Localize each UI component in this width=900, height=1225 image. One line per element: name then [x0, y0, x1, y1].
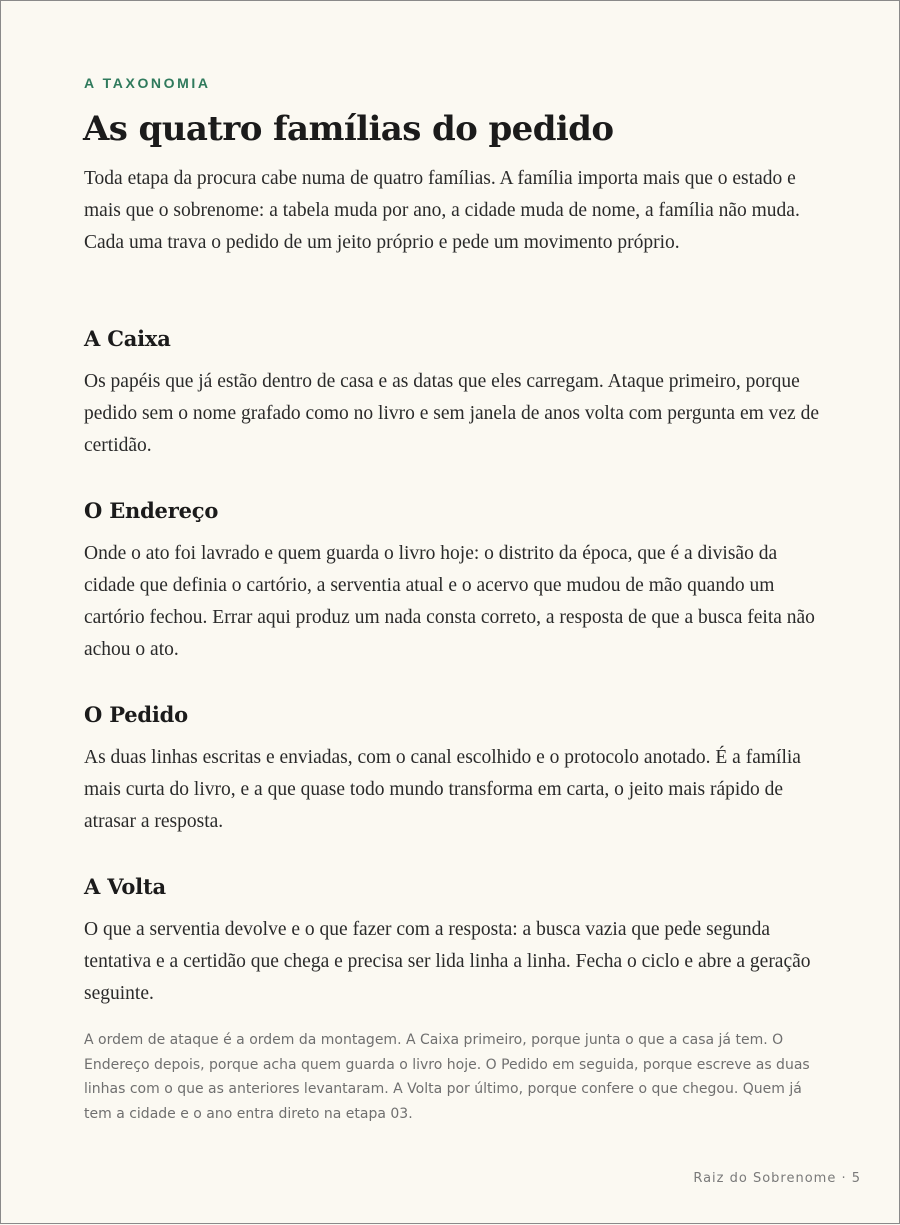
section-body: Onde o ato foi lavrado e quem guarda o livro hoje: o distrito da época, que é a divisão da cidade que definia o cartório, a serventia atual e o acervo que mudou de mão quando um cartório fechou. Errar aqui produz um nada consta correto, a resposta de que a busca feita não achou o ato.	[84, 543, 815, 660]
section-eyebrow: A TAXONOMIA	[84, 75, 211, 91]
section-heading: O Endereço	[84, 498, 219, 523]
section-caixa	[84, 324, 824, 462]
document-page	[1, 1, 900, 1225]
section-body: O que a serventia devolve e o que fazer com a resposta: a busca vazia que pede segunda tentativa e a certidão que chega e precisa ser lida linha a linha. Fecha o ciclo e abre a geração seguinte.	[84, 919, 811, 1004]
lead-paragraph: Toda etapa da procura cabe numa de quatro famílias. A família importa mais que o estado e mais que o sobrenome: a tabela muda por ano, a cidade muda de nome, a família não muda. Cada uma trava o pedido de um jeito próprio e pede um movimento próprio.	[84, 168, 800, 253]
section-body: As duas linhas escritas e enviadas, com o canal escolhido e o protocolo anotado. É a família mais curta do livro, e a que quase todo mundo transforma em carta, o jeito mais rápido de atrasar a resposta.	[84, 747, 801, 832]
page-title: As quatro famílias do pedido	[83, 109, 614, 149]
section-heading: O Pedido	[84, 702, 188, 727]
section-pedido	[84, 700, 824, 838]
section-body: Os papéis que já estão dentro de casa e as datas que eles carregam. Ataque primeiro, porque pedido sem o nome grafado como no livro e sem janela de anos volta com pergunta em vez de certidão.	[84, 371, 819, 456]
closing-note: A ordem de ataque é a ordem da montagem. A Caixa primeiro, porque junta o que a casa já tem. O Endereço depois, porque acha quem guarda o livro hoje. O Pedido em seguida, porque escreve as duas linhas com o que as anteriores levantaram. A Volta por último, porque confere o que chegou. Quem já tem a cidade e o ano entra direto na etapa 03.	[84, 1032, 810, 1122]
section-volta	[84, 872, 824, 1010]
section-heading: A Caixa	[84, 326, 171, 351]
page-footer: Raiz do Sobrenome · 5	[693, 1171, 861, 1186]
section-heading: A Volta	[84, 874, 166, 899]
section-endereco	[84, 496, 824, 666]
